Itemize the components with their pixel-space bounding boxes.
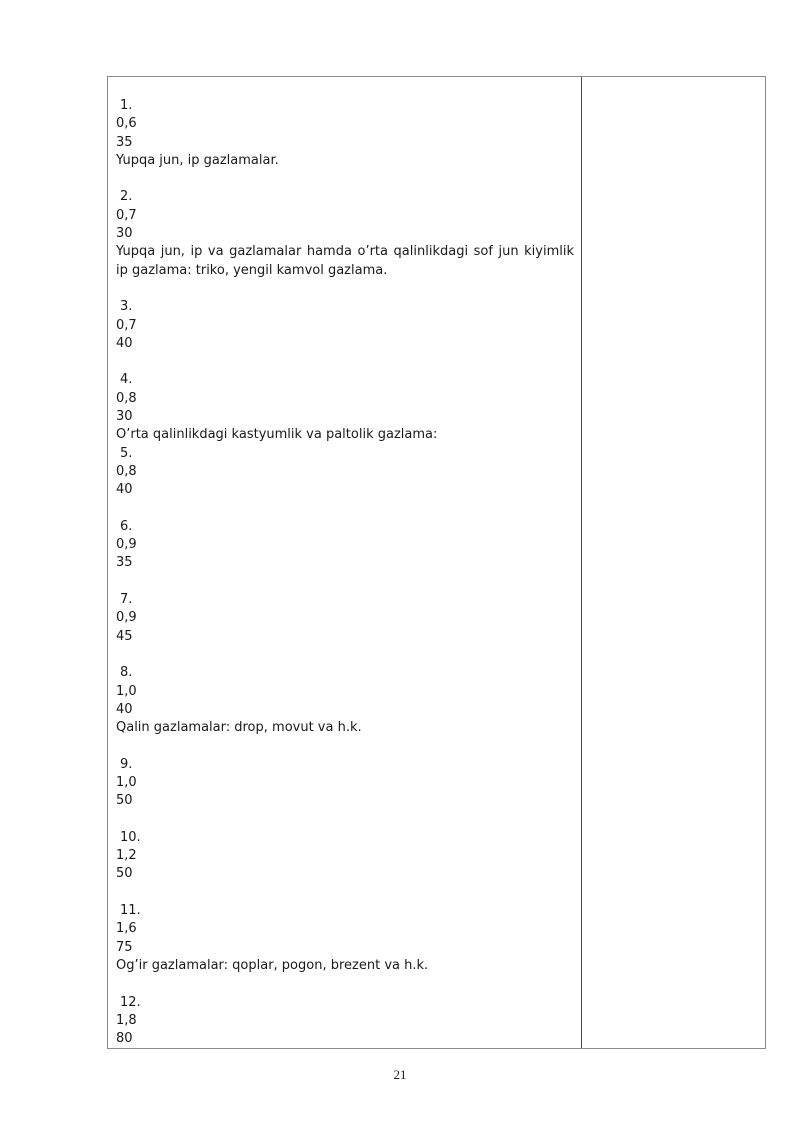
entry-spacer bbox=[116, 170, 574, 188]
entry-value-b: 40 bbox=[116, 701, 133, 717]
entry-number: 12. bbox=[120, 994, 141, 1010]
entry-number: 11. bbox=[120, 903, 141, 919]
entry-description: Yupqa jun, ip gazlamalar. bbox=[116, 152, 279, 168]
list-item bbox=[116, 664, 574, 755]
side-column bbox=[582, 77, 765, 1048]
entry-value-a: 0,9 bbox=[116, 610, 137, 626]
entry-number: 9. bbox=[120, 756, 133, 772]
entry-spacer bbox=[116, 573, 574, 591]
list-item bbox=[116, 188, 574, 298]
entry-value-a: 1,2 bbox=[116, 848, 137, 864]
entry-number: 2. bbox=[120, 189, 133, 205]
entry-number: 1. bbox=[120, 98, 133, 113]
entry-number: 5. bbox=[120, 445, 133, 461]
entry-value-b: 75 bbox=[116, 939, 133, 955]
page-number: 21 bbox=[393, 1067, 407, 1082]
entry-value-a: 1,0 bbox=[116, 774, 137, 790]
entry-value-a: 0,7 bbox=[116, 207, 137, 223]
entry-spacer bbox=[116, 280, 574, 298]
list-item bbox=[116, 591, 574, 664]
list-item bbox=[116, 902, 574, 993]
entry-description: Yupqa jun, ip va gazlamalar hamda o’rta qalinlikdagi sof jun kiyimlik ip gazlama: triko, yengil kamvol gazlama. bbox=[116, 244, 574, 278]
entry-spacer bbox=[116, 975, 574, 993]
entry-value-b: 45 bbox=[116, 628, 133, 644]
entry-description: Og’ir gazlamalar: qoplar, pogon, brezent va h.k. bbox=[116, 957, 429, 973]
entry-list bbox=[116, 97, 574, 1048]
entry-value-a: 1,8 bbox=[116, 1012, 137, 1028]
entry-value-b: 40 bbox=[116, 335, 133, 351]
entry-spacer bbox=[116, 646, 574, 664]
entry-value-b: 30 bbox=[116, 226, 133, 242]
entry-value-a: 0,9 bbox=[116, 537, 137, 553]
list-item bbox=[116, 97, 574, 188]
list-item bbox=[116, 756, 574, 829]
entry-number: 7. bbox=[120, 592, 133, 608]
entry-description: O’rta qalinlikdagi kastyumlik va paltolik gazlama: bbox=[116, 427, 438, 443]
list-item bbox=[116, 445, 574, 518]
entry-value-a: 1,0 bbox=[116, 683, 137, 699]
list-item bbox=[116, 371, 574, 444]
entry-spacer bbox=[116, 353, 574, 371]
content-table bbox=[107, 76, 766, 1049]
entry-value-a: 0,6 bbox=[116, 116, 137, 132]
entry-value-b: 80 bbox=[116, 1031, 133, 1047]
entry-number: 6. bbox=[120, 518, 133, 534]
entry-spacer bbox=[116, 500, 574, 518]
entry-spacer bbox=[116, 884, 574, 902]
entry-number: 3. bbox=[120, 299, 133, 315]
entry-number: 4. bbox=[120, 372, 133, 388]
entry-description: Qalin gazlamalar: drop, movut va h.k. bbox=[116, 720, 362, 736]
entry-value-a: 0,7 bbox=[116, 317, 137, 333]
entry-value-a: 1,6 bbox=[116, 921, 137, 937]
list-item bbox=[116, 298, 574, 371]
entry-number: 8. bbox=[120, 665, 133, 681]
entry-value-b: 35 bbox=[116, 134, 133, 150]
list-item bbox=[116, 829, 574, 902]
entry-value-b: 30 bbox=[116, 409, 133, 425]
entry-value-a: 0,8 bbox=[116, 463, 137, 479]
entry-spacer bbox=[116, 737, 574, 755]
entry-value-b: 50 bbox=[116, 793, 133, 809]
entry-value-a: 0,8 bbox=[116, 390, 137, 406]
main-column bbox=[108, 77, 582, 1048]
entry-value-b: 40 bbox=[116, 482, 133, 498]
entry-number: 10. bbox=[120, 829, 141, 845]
entry-value-b: 50 bbox=[116, 866, 133, 882]
list-item bbox=[116, 994, 574, 1049]
entry-value-b: 35 bbox=[116, 555, 133, 571]
list-item bbox=[116, 518, 574, 591]
entry-spacer bbox=[116, 811, 574, 829]
